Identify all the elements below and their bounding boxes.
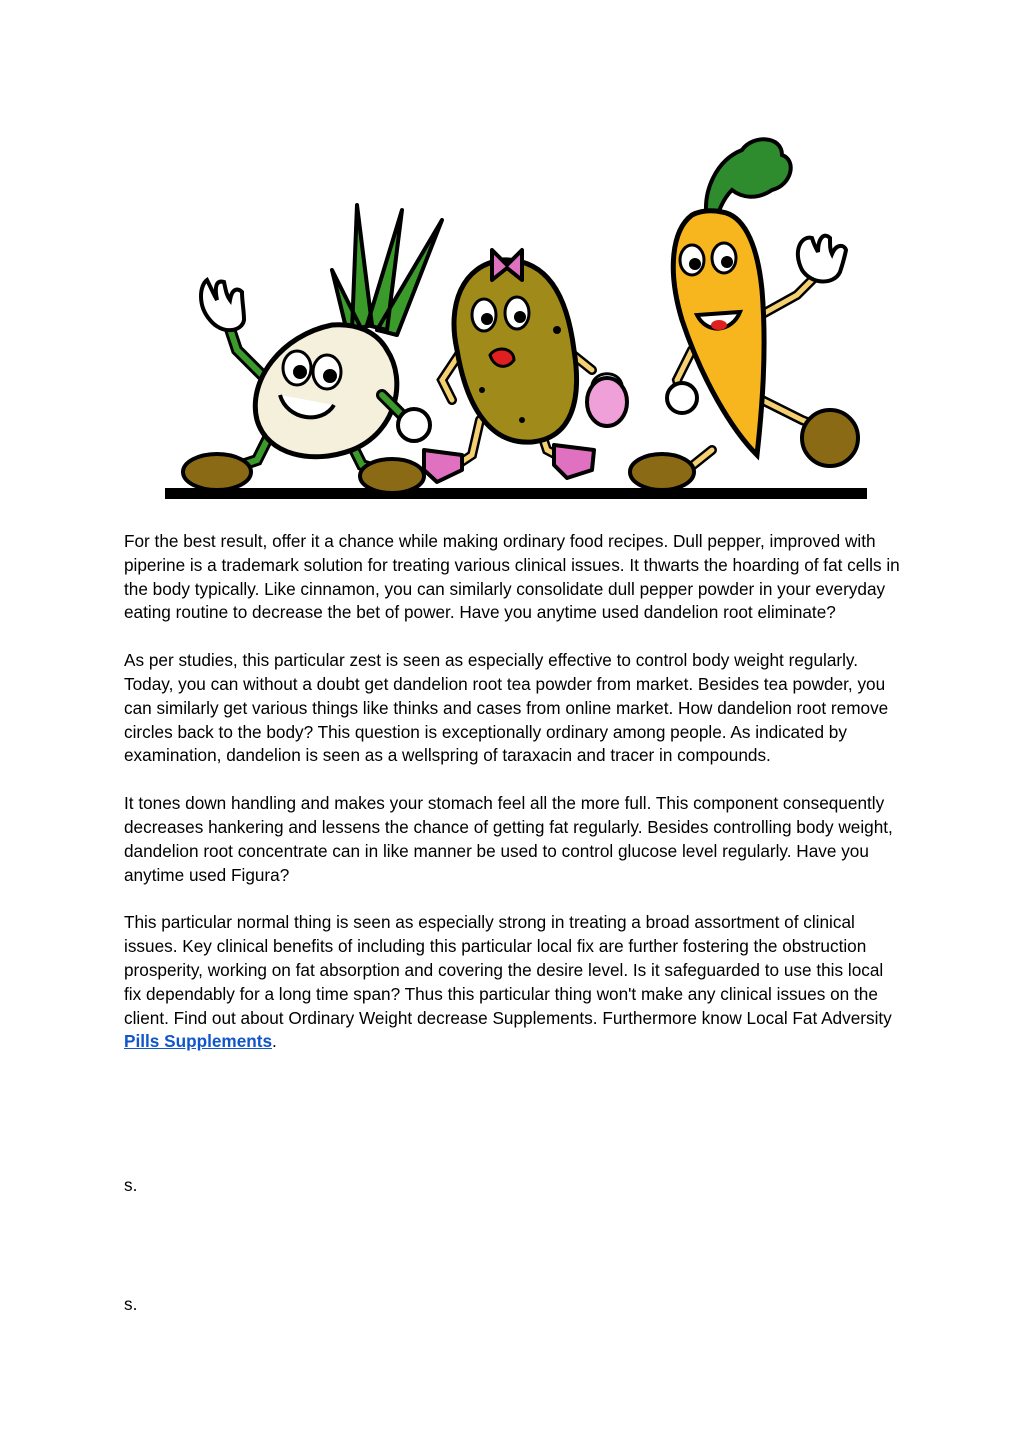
potato-purse xyxy=(587,378,627,426)
carrot-hand-right xyxy=(798,236,846,282)
carrot-hand-left xyxy=(667,383,697,413)
onion-bulb xyxy=(255,325,397,457)
potato-body xyxy=(454,260,577,442)
potato-lips xyxy=(490,349,514,366)
onion-character xyxy=(183,205,442,493)
paragraph-trailing: . xyxy=(272,1031,277,1052)
vegetables-svg xyxy=(162,120,870,502)
potato-shoe-left xyxy=(424,450,462,482)
carrot-shoe-right xyxy=(802,410,858,466)
stray-text: s. xyxy=(124,1175,138,1195)
paragraph-with-link xyxy=(124,911,904,1054)
onion-hand-right xyxy=(398,409,430,441)
paragraph: For the best result, offer it a chance while making ordinary food recipes. Dull pepper, improved with piperine is a trademark solution for treating various clinical issues. It thwarts the hoarding of fat cells in the body typically. Like cinnamon, you can similarly consolidate dull pepper powder in your everyday eating routine to decrease the bet of power. Have you anytime used dandelion root eliminate? xyxy=(124,531,900,623)
stray-text: s. xyxy=(124,1294,138,1314)
article-body xyxy=(124,530,904,1078)
potato-character xyxy=(424,250,627,482)
ground-line xyxy=(165,488,867,499)
onion-leaves xyxy=(332,205,442,335)
potato-shoe-right xyxy=(554,445,594,478)
paragraph-text: This particular normal thing is seen as especially strong in treating a broad assortment of clinical issues. Key clinical benefits of including this particular local fix are further fostering the obstruction prosperity, working on fat absorption and covering the desire level. Is it safeguarded to use this local fix dependably for a long time span? Thus this particular thing won't make any clinical issues on the client. Find out about Ordinary Weight decrease Supplements. Furthermore know Local Fat Adversity xyxy=(124,912,892,1028)
dancing-vegetables-illustration xyxy=(162,120,870,502)
carrot-top xyxy=(706,139,791,220)
onion-hand-left xyxy=(201,280,244,330)
paragraph: It tones down handling and makes your stomach feel all the more full. This component consequently decreases hankering and lessens the chance of getting fat regularly. Besides controlling body weight, dandelion root concentrate can in like manner be used to control glucose level regularly. Have you anytime used Figura? xyxy=(124,793,893,885)
onion-shoe-left xyxy=(183,454,251,490)
paragraph: As per studies, this particular zest is seen as especially effective to control body weight regularly. Today, you can without a doubt get dandelion root tea powder from market. Besides tea powder, you can similarly get various things like thinks and cases from online market. How dandelion root remove circles back to the body? This question is exceptionally ordinary among people. As indicated by examination, dandelion is seen as a wellspring of taraxacin and tracer in compounds. xyxy=(124,650,889,766)
onion-shoe-right xyxy=(360,459,424,493)
pills-supplements-link[interactable]: Pills Supplements xyxy=(124,1031,273,1052)
carrot-shoe-left xyxy=(630,454,694,490)
carrot-character xyxy=(630,139,858,490)
